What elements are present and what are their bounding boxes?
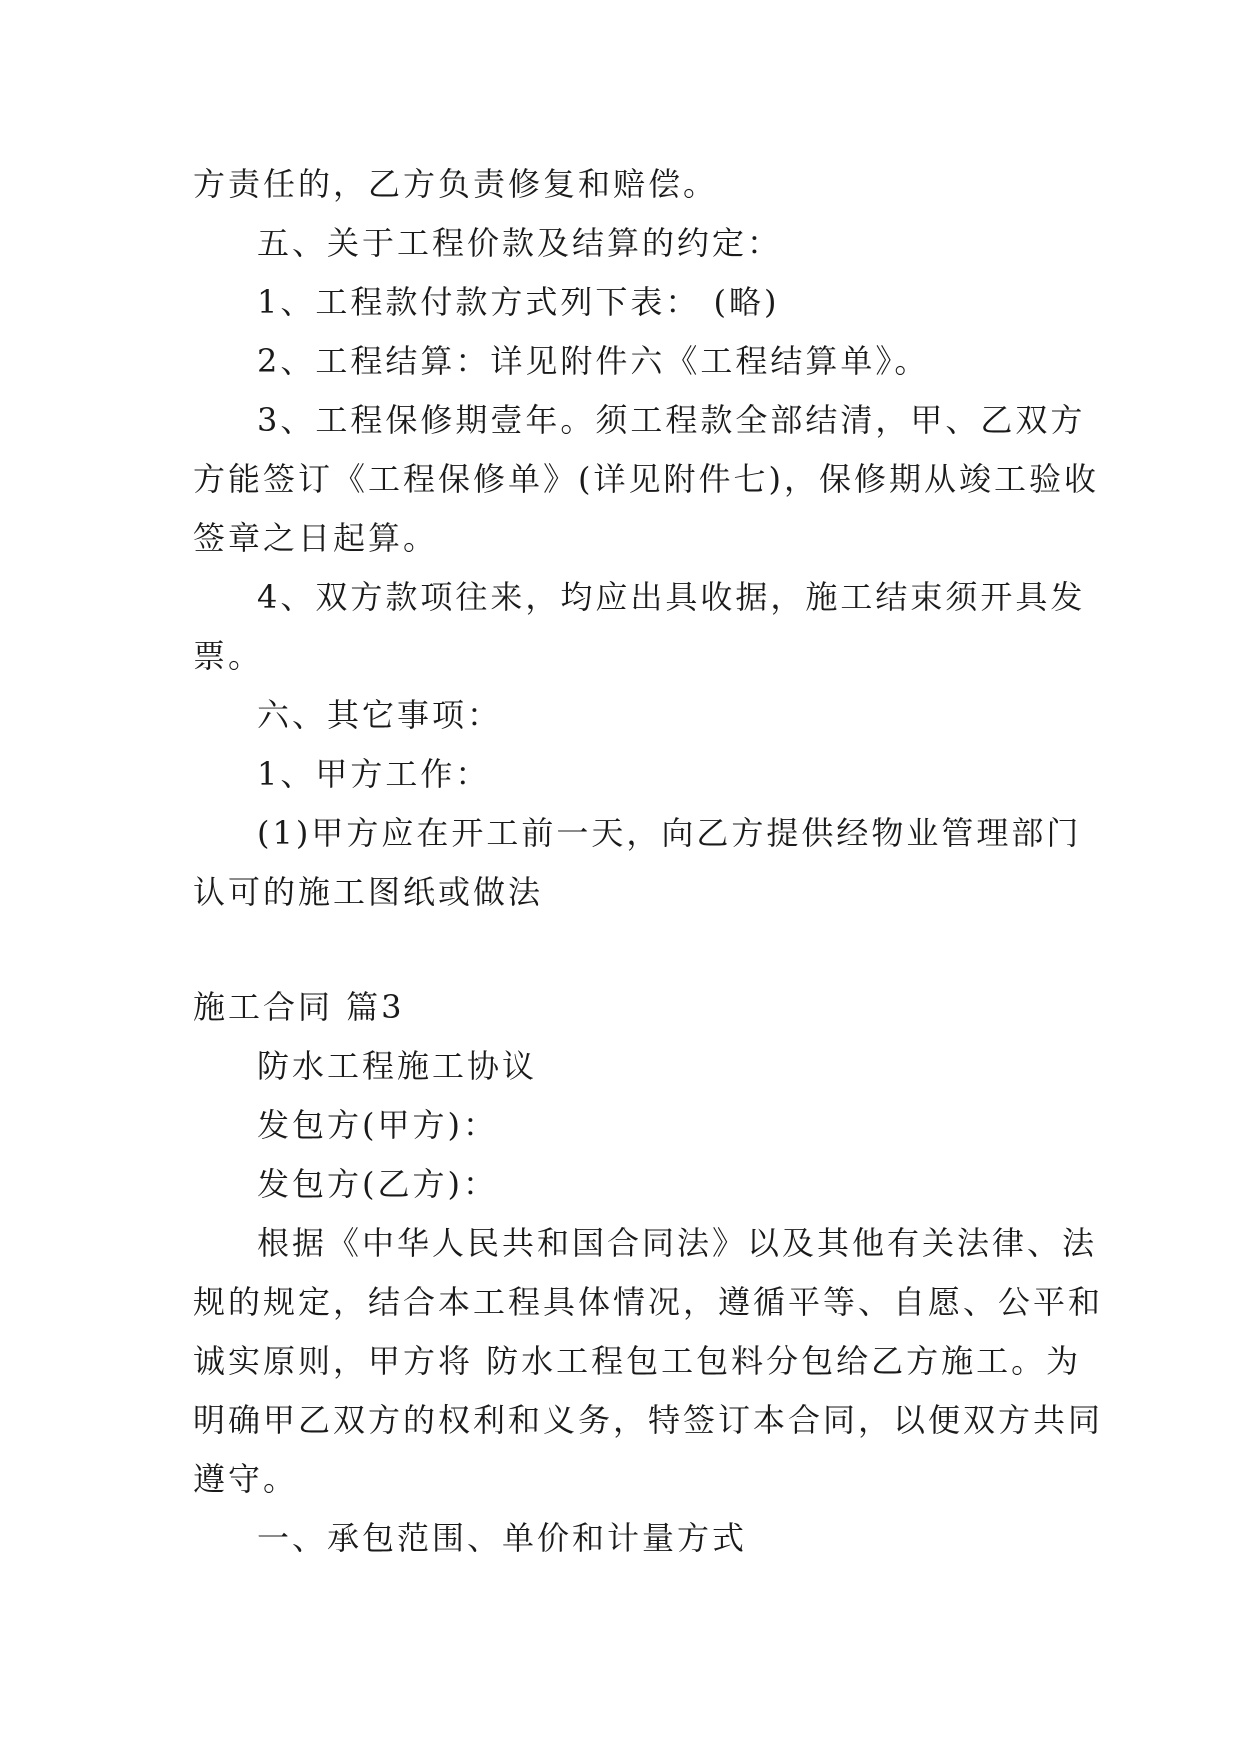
text-line: 遵守。 (193, 1460, 299, 1498)
section-heading: 施工合同 篇3 (193, 988, 405, 1026)
text-line: 方责任的，乙方负责修复和赔偿。 (193, 165, 719, 203)
text-line: 票。 (193, 637, 264, 675)
section-heading-block (193, 978, 1053, 1037)
text-line: 明确甲乙双方的权利和义务，特签订本合同，以便双方共同 (193, 1401, 1104, 1439)
text-line: 4、双方款项往来，均应出具收据，施工结束须开具发 (257, 578, 1086, 616)
text-line: 六、其它事项： (257, 696, 503, 734)
text-line: 方能签订《工程保修单》(详见附件七)，保修期从竣工验收 (193, 460, 1099, 498)
contract-text-part1 (193, 155, 1099, 922)
text-line: 1、工程款付款方式列下表： (略) (257, 283, 780, 321)
text-line: 3、工程保修期壹年。须工程款全部结清，甲、乙双方 (257, 401, 1086, 439)
text-line: 根据《中华人民共和国合同法》以及其他有关法律、法 (257, 1224, 1098, 1262)
text-line: 规的规定，结合本工程具体情况，遵循平等、自愿、公平和 (193, 1283, 1104, 1321)
text-line: 发包方(甲方)： (257, 1106, 498, 1144)
text-line: 一、承包范围、单价和计量方式 (257, 1519, 748, 1557)
text-line: 签章之日起算。 (193, 519, 439, 557)
text-line: 1、甲方工作： (257, 755, 491, 793)
text-line: 五、关于工程价款及结算的约定： (257, 224, 783, 262)
text-line: (1)甲方应在开工前一天，向乙方提供经物业管理部门 (257, 814, 1082, 852)
text-line: 认可的施工图纸或做法 (193, 873, 544, 911)
text-line: 2、工程结算：详见附件六《工程结算单》。 (257, 342, 930, 380)
text-line: 发包方(乙方)： (257, 1165, 498, 1203)
contract-text-part2 (193, 1037, 1104, 1568)
text-line: 诚实原则，甲方将 防水工程包工包料分包给乙方施工。为 (193, 1342, 1082, 1380)
text-line: 防水工程施工协议 (257, 1047, 538, 1085)
